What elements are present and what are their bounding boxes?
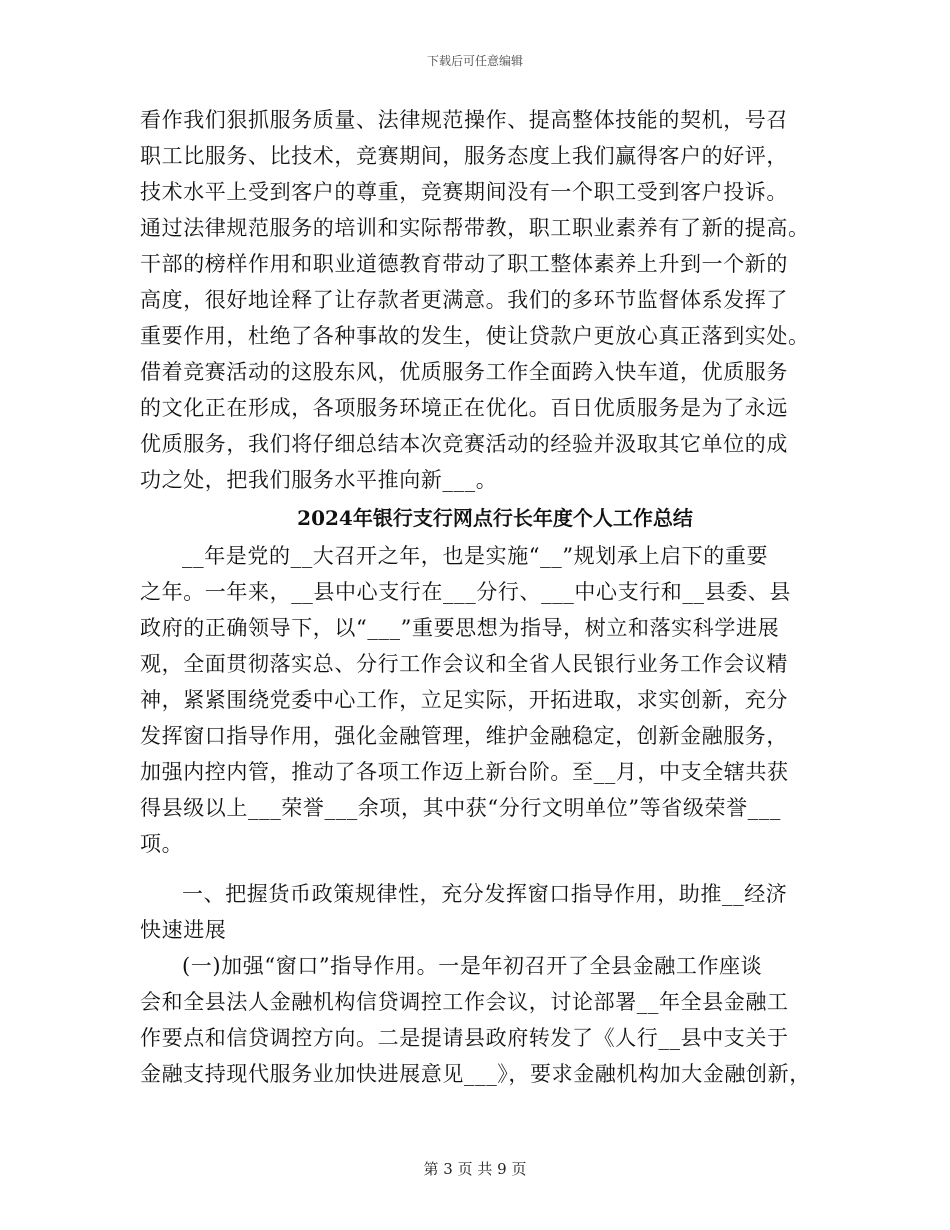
- page-header-note: 下载后可任意编辑: [426, 54, 523, 68]
- heading-1: [140, 876, 820, 948]
- text-line: 发挥窗口指导作用，强化金融管理，维护金融稳定，创新金融服务，: [140, 724, 788, 748]
- text-line: 金融支持现代服务业加快进展意见___》，要求金融机构加大金融创新，: [140, 1062, 811, 1086]
- text-line: 干部的榜样作用和职业道德教育带动了职工整体素养上升到一个新的: [140, 252, 788, 276]
- text-line: 技术水平上受到客户的尊重，竞赛期间没有一个职工受到客户投诉。: [140, 180, 788, 204]
- heading-line: 一、把握货币政策规律性，充分发挥窗口指导作用，助推__经济: [182, 882, 788, 906]
- text-line: 看作我们狠抓服务质量、法律规范操作、提高整体技能的契机，号召: [140, 108, 788, 132]
- text-line: 高度，很好地诠释了让存款者更满意。我们的多环节监督体系发挥了: [140, 288, 788, 312]
- text-line: 会和全县法人金融机构信贷调控工作会议，讨论部署__年全县金融工: [140, 990, 789, 1014]
- text-line: 政府的正确领导下，以“___”重要思想为指导，树立和落实科学进展: [140, 616, 780, 640]
- text-line: 项。: [140, 832, 184, 856]
- heading-line: 快速进展: [140, 918, 227, 942]
- paragraph-2: [140, 538, 820, 862]
- paragraph-3: [140, 948, 820, 1092]
- text-line: (一)加强“窗口”指导作用。一是年初召开了全县金融工作座谈: [182, 954, 763, 978]
- text-line: 观，全面贯彻落实总、分行工作会议和全省人民银行业务工作会议精: [140, 652, 788, 676]
- text-line: 加强内控内管，推动了各项工作迈上新台阶。至__月，中支全辖共获: [140, 760, 789, 784]
- text-line: 重要作用，杜绝了各种事故的发生，使让贷款户更放心真正落到实处。: [140, 324, 810, 348]
- paragraph-1: [140, 102, 820, 498]
- text-line: 借着竞赛活动的这股东风，优质服务工作全面跨入快车道，优质服务: [140, 360, 788, 384]
- text-line: 优质服务，我们将仔细总结本次竞赛活动的经验并汲取其它单位的成: [140, 432, 788, 456]
- text-line: 得县级以上___荣誉___余项，其中获“分行文明单位”等省级荣誉___: [140, 796, 781, 820]
- text-line: 之年。一年来，__县中心支行在___分行、___中心支行和__县委、县: [140, 580, 791, 604]
- text-line: __年是党的__大召开之年，也是实施“__”规划承上启下的重要: [182, 544, 769, 568]
- document-body: [140, 102, 820, 1092]
- text-line: 通过法律规范服务的培训和实际帮带教，职工职业素养有了新的提高。: [140, 216, 810, 240]
- text-line: 神，紧紧围绕党委中心工作，立足实际，开拓进取，求实创新，充分: [140, 688, 788, 712]
- section-title: 2024年银行支行网点行长年度个人工作总结: [297, 506, 693, 530]
- paragraph-gap: [140, 862, 820, 876]
- text-line: 职工比服务、比技术，竞赛期间，服务态度上我们赢得客户的好评，: [140, 144, 788, 168]
- text-line: 功之处，把我们服务水平推向新___。: [140, 468, 498, 492]
- page-number-footer: 第 3 页 共 9 页: [423, 1160, 527, 1178]
- text-line: 的文化正在形成，各项服务环境正在优化。百日优质服务是为了永远: [140, 396, 788, 420]
- text-line: 作要点和信贷调控方向。二是提请县政府转发了《人行__县中支关于: [140, 1026, 789, 1050]
